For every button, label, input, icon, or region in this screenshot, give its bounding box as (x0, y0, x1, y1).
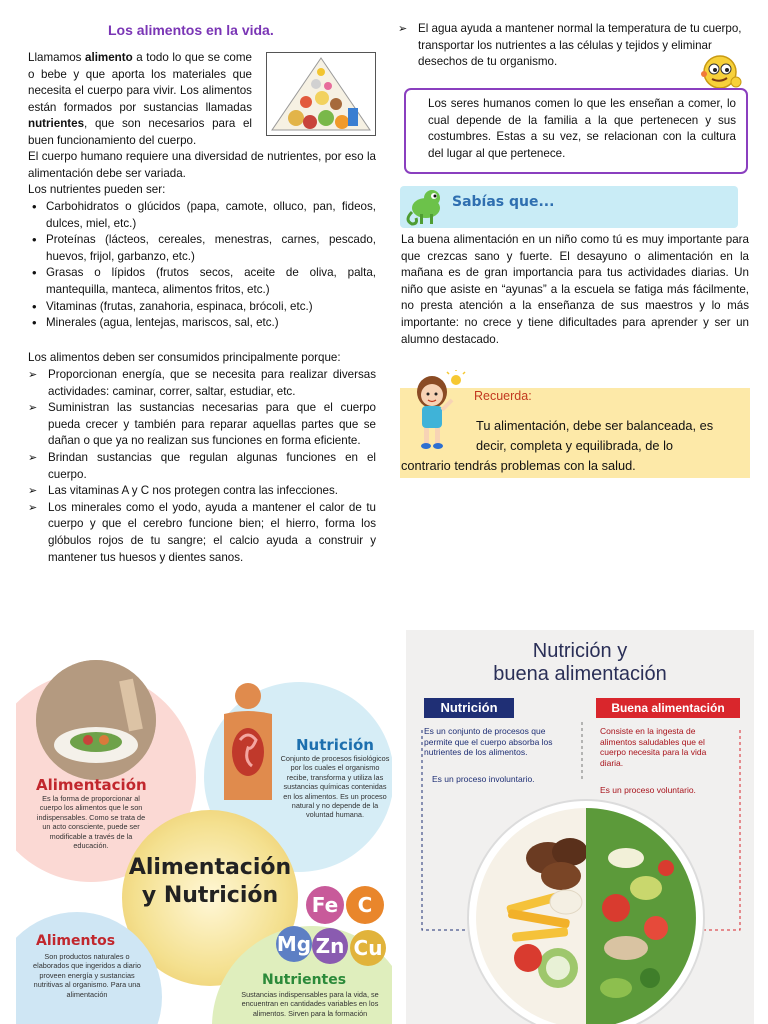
alimentacion-nutricion-infographic (16, 630, 392, 1024)
reasons-list (28, 367, 376, 566)
nutrientes-heading: Nutrientes (262, 972, 347, 988)
mineral-fe: Fe (306, 886, 344, 924)
list-item: ➢ Proporcionan energía, que se necesita para realizar diversas actividades: caminar, correr, saltar, estudiar, etc. (48, 367, 376, 400)
intro-text: para el buen funcionamiento del cuerpo. (28, 117, 252, 147)
list-item: ➢ Suministran las sustancias necesarias para que el cuerpo pueda crecer y también para reparar aquellas partes que se dañan o que ya no realizan sus funciones en forma eficiente. (48, 400, 376, 450)
sabias-que-paragraph: La buena alimentación en un niño como tú es muy importante para que crezcas sano y fuerte. El desayuno o alimentación en la mañana es de gran importancia para tus actividades diarias. Un niño que asiste en “ayunas” a la escuela se fatiga más fácilmente, no presta atención a la enseñanza de sus maestros y lo más importante: no crece y tiene dificultades para aprender y ser un alumno destacado. (401, 233, 749, 346)
mineral-zn: Zn (312, 928, 348, 964)
page-title: Los alimentos en la vida. (108, 22, 274, 38)
nutricion-heading: Nutrición (296, 736, 374, 754)
eating-photo (36, 660, 156, 780)
intro-text: come o bebe y que aporta los materiales (28, 51, 252, 81)
nutrients-heading: Los nutrientes pueden ser: (28, 183, 166, 196)
intro-text: a todo lo que se (136, 51, 221, 64)
list-item: • Proteínas (lácteos, cereales, menestras, carnes, pescado, huevos, frijol, garbanzo, etc.) (46, 232, 376, 265)
reasons-heading: Los alimentos deben ser consumidos principalmente porque: (28, 351, 341, 364)
center-title (126, 854, 294, 910)
girl-illustration (404, 370, 466, 450)
intro-text: Llamamos (28, 51, 82, 64)
intro-text: que necesita el cuerpo para vivir. Los (28, 67, 252, 98)
recuerda-label: Recuerda: (474, 389, 532, 403)
buena-alimentacion-label: Buena alimentación (596, 698, 740, 718)
mineral-mg: Mg (276, 926, 312, 962)
center-title-line: Alimentación (128, 855, 292, 880)
list-item: ➢ Brindan sustancias que regulan algunas funciones en el cuerpo. (48, 450, 376, 483)
term-nutrientes: nutrientes (28, 117, 85, 131)
recuerda-line: Tu alimentación, debe ser balanceada, es (476, 418, 714, 433)
infographic-title-line: buena alimentación (493, 663, 667, 685)
recuerda-line: decir, completa y equilibrada, de lo (476, 438, 674, 453)
list-item: • Carbohidratos o glúcidos (papa, camote, olluco, pan, fideos, dulces, miel, etc.) (46, 199, 376, 232)
intro-paragraph (28, 50, 252, 150)
nutricion-involuntario: Es un proceso involuntario. (432, 774, 535, 784)
list-item: ➢ Los minerales como el yodo, ayuda a mantener el calor de tu cuerpo y que el cerebro funcione bien; el hierro, forma los glóbulos rojos de tu sangre; el calcio ayuda a construir y mantener tus huesos y dientes sanos. (48, 500, 376, 566)
recuerda-line: contrario tendrás problemas con la salud. (401, 458, 636, 473)
human-body-icon (212, 680, 284, 800)
list-item: ➢ Las vitaminas A y C nos protegen contra las infecciones. (48, 483, 376, 500)
infographic-title (406, 640, 754, 686)
thinking-face-icon (700, 52, 744, 92)
sabias-que-label: Sabías que... (452, 194, 555, 210)
food-pyramid-image (266, 52, 376, 136)
infographic-title-line: Nutrición y (532, 640, 628, 662)
diversity-paragraph: El cuerpo humano requiere una diversidad de nutrientes, por eso la alimentación debe ser variada. (28, 150, 376, 180)
nutricion-text: Conjunto de procesos fisiológicos por los cuales el organismo recibe, transforma y utiliza las sustancias químicas contenidas en los alimentos. Es un proceso natural y no depende de la voluntad humana. (280, 754, 390, 820)
list-item: • Minerales (agua, lentejas, mariscos, sal, etc.) (46, 315, 376, 332)
alimentos-text: Son productos naturales o elaborados que ingeridos a diario proveen energía y sustancias nutritivas al organismo. Para una alimentación (33, 952, 141, 999)
food-plate-image (466, 798, 706, 1024)
culture-box: Los seres humanos comen lo que les enseñan a comer, lo cual depende de la familia a la que pertenecen y sus costumbres. Estas a su vez, se relacionan con la cultura del lugar al que pertenece. (404, 88, 748, 174)
list-item: ➢ El agua ayuda a mantener normal la temperatura de tu cuerpo, transportar los nutrientes a las células y tejidos y eliminar desechos de tu organismo. (418, 21, 768, 71)
nutricion-description: Es un conjunto de procesos que permite que el cuerpo absorba los nutrientes de los alimentos. (424, 726, 553, 757)
sabias-que-banner (400, 186, 738, 228)
list-item: • Grasas o lípidos (frutos secos, aceite de oliva, palta, mantequilla, manteca, alimentos fritos, etc.) (46, 265, 376, 298)
center-title-line: y Nutrición (141, 883, 279, 908)
alimentos-heading: Alimentos (36, 933, 116, 949)
buena-description: Consiste en la ingesta de alimentos saludables que el cuerpo necesita para la vida diaria. (600, 726, 707, 768)
buena-voluntario: Es un proceso voluntario. (600, 785, 696, 795)
alimentacion-heading: Alimentación (36, 776, 147, 794)
alimentacion-text: Es la forma de proporcionar al cuerpo los alimentos que le son indispensables. Como se trata de un acto consciente, puede ser modificable a través de la educación. (36, 794, 146, 851)
intro-text: , que son necesarios (84, 117, 205, 131)
intro-text: llamadas (205, 100, 252, 114)
chameleon-icon (402, 184, 446, 230)
mineral-cu: Cu (350, 930, 386, 966)
nutricion-label: Nutrición (424, 698, 514, 718)
mineral-c: C (346, 886, 384, 924)
intro-text: alimentos están formados por sustancias (28, 84, 252, 114)
term-alimento: alimento (85, 51, 133, 64)
nutricion-buena-alimentacion-infographic (406, 630, 754, 1024)
list-item: • Vitaminas (frutas, zanahoria, espinaca, brócoli, etc.) (46, 299, 376, 316)
nutrientes-text: Sustancias indispensables para la vida, se encuentran en cantidades variables en los alimentos. Sirven para la formación (241, 990, 379, 1018)
nutrients-list (28, 199, 376, 332)
